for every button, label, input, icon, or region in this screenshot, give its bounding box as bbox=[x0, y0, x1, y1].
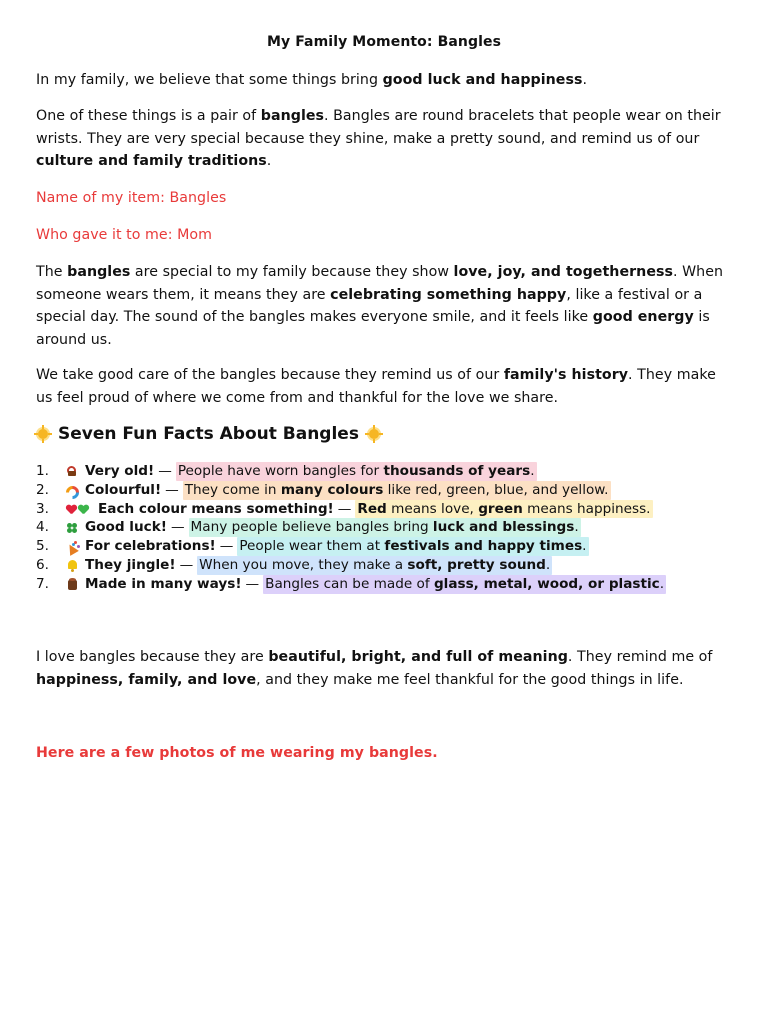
rainbow-icon bbox=[66, 484, 79, 496]
body-paragraph-2: We take good care of the bangles because they remind us of our family's history. They make us feel proud of where we come from and thankful for the love we share. bbox=[36, 367, 716, 406]
fact-highlight: People wear them at festivals and happy times. bbox=[239, 538, 587, 555]
fact-highlight: They come in many colours like red, green, blue, and yellow. bbox=[184, 481, 609, 498]
hearts-icon bbox=[66, 503, 92, 515]
intro-paragraph-2: One of these things is a pair of bangles. Bangles are round bracelets that people wear on their wrists. They are very special because they shine, make a pretty sound, and remind us of our culture and family traditions. bbox=[36, 108, 721, 169]
fact-highlight: Many people believe bangles bring luck and blessings. bbox=[190, 519, 579, 536]
body-paragraph-1: The bangles are special to my family because they show love, joy, and togetherness. When someone wears them, it means they are celebrating something happy, like a festival or a special day. The sound of the bangles makes everyone smile, and it feels like good energy is around us. bbox=[36, 264, 724, 348]
fact-item: 3. Each colour means something! — Red means love, green means happiness. bbox=[36, 500, 651, 517]
facts-heading bbox=[34, 424, 383, 444]
page-title: My Family Momento: Bangles bbox=[266, 34, 502, 50]
fact-item: 1. Very old! — People have worn bangles for thousands of years. bbox=[36, 463, 535, 479]
fact-highlight: People have worn bangles for thousands of years. bbox=[177, 463, 535, 479]
fact-item: 7. Made in many ways! — Bangles can be made of glass, metal, wood, or plastic. bbox=[36, 575, 665, 592]
photos-note: Here are a few photos of me wearing my bangles. bbox=[36, 745, 438, 761]
fact-item: 4. Good luck! — Many people believe bangles bring luck and blessings. bbox=[36, 519, 579, 536]
item-name-line: Name of my item: Bangles bbox=[36, 190, 227, 206]
fact-highlight: When you move, they make a soft, pretty sound. bbox=[199, 556, 551, 573]
bangle-icon bbox=[66, 465, 79, 477]
wood-icon bbox=[66, 578, 79, 590]
fact-item: 5. For celebrations! — People wear them at festivals and happy times. bbox=[36, 538, 587, 555]
intro-paragraph-1: In my family, we believe that some things bring good luck and happiness. bbox=[36, 72, 588, 88]
giver-line: Who gave it to me: Mom bbox=[36, 227, 212, 243]
sun-icon bbox=[365, 425, 383, 443]
party-popper-icon bbox=[66, 541, 79, 553]
fact-highlight: Red means love, green means happiness. bbox=[357, 500, 651, 517]
fact-highlight: Bangles can be made of glass, metal, wood, or plastic. bbox=[265, 575, 665, 592]
closing-paragraph: I love bangles because they are beautiful, bright, and full of meaning. They remind me of happiness, family, and love, and they make me feel thankful for the good things in life. bbox=[36, 649, 713, 688]
facts-heading-text: Seven Fun Facts About Bangles bbox=[58, 424, 359, 444]
sun-icon bbox=[34, 425, 52, 443]
fact-item: 2. Colourful! — They come in many colours like red, green, blue, and yellow. bbox=[36, 481, 609, 498]
fact-item: 6. They jingle! — When you move, they make a soft, pretty sound. bbox=[36, 556, 551, 573]
facts-list bbox=[36, 462, 736, 594]
bell-icon bbox=[66, 559, 79, 571]
clover-icon bbox=[66, 522, 79, 534]
